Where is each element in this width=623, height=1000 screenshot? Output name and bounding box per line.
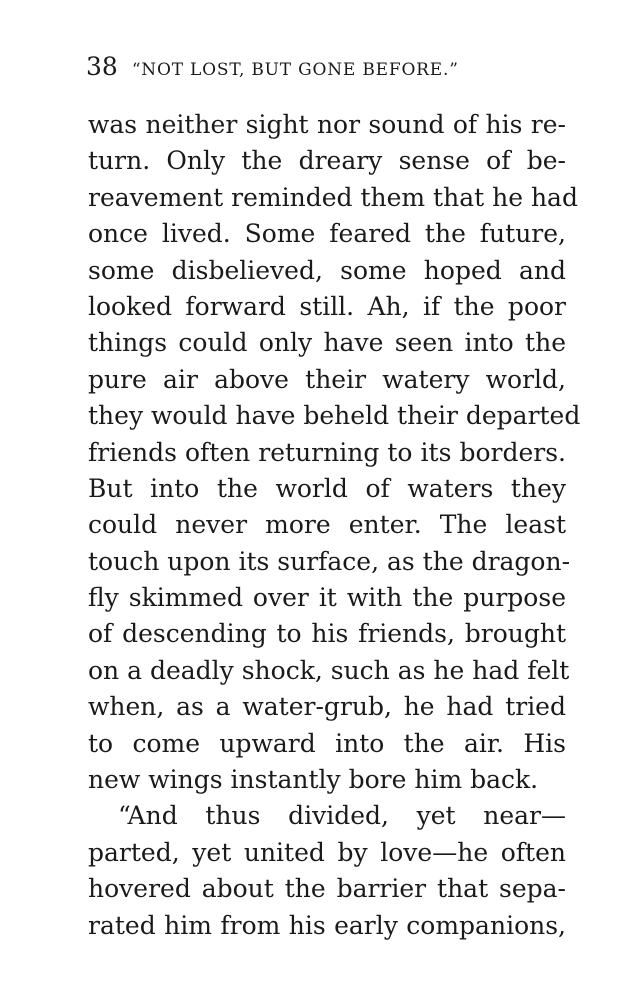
paragraph [88, 107, 581, 798]
text-line: things could only have seen into the [88, 328, 566, 358]
text-line: parted, yet united by love—he often [88, 837, 566, 867]
text-line: once lived. Some feared the future, [88, 219, 566, 249]
text-line: was neither sight nor sound of his re- [88, 110, 566, 139]
text-line: friends often returning to its borders. [88, 437, 566, 467]
text-line: looked forward still. Ah, if the poor [88, 291, 566, 321]
text-line: on a deadly shock, such as he had felt [88, 655, 570, 685]
text-line: But into the world of waters they [88, 473, 566, 503]
text-line: new wings instantly bore him back. [88, 765, 539, 795]
text-line: could never more enter. The least [88, 510, 566, 540]
paragraph [88, 798, 566, 944]
text-line: they would have beheld their departed [88, 401, 581, 431]
text-line: some disbelieved, some hoped and [88, 255, 566, 285]
text-line: fly skimmed over it with the purpose [88, 583, 566, 613]
text-line: of descending to his friends, brought [88, 619, 566, 649]
page-number: 38 [86, 52, 118, 81]
text-line: to come upward into the air. His [88, 728, 566, 758]
text-line: rated him from his early companions, [88, 910, 566, 940]
text-line: reavement reminded them that he had [88, 182, 578, 212]
text-line: pure air above their watery world, [88, 364, 566, 394]
text-line: turn. Only the dreary sense of be- [88, 146, 566, 176]
text-line: when, as a water-grub, he had tried [88, 692, 566, 722]
page-header [86, 52, 459, 92]
text-line: hovered about the barrier that sepa- [88, 874, 566, 904]
body-text [88, 107, 581, 944]
text-line: “And thus divided, yet near— [118, 801, 566, 831]
running-title: “NOT LOST, BUT GONE BEFORE.” [131, 60, 459, 80]
text-line: touch upon its surface, as the dragon- [88, 546, 571, 576]
